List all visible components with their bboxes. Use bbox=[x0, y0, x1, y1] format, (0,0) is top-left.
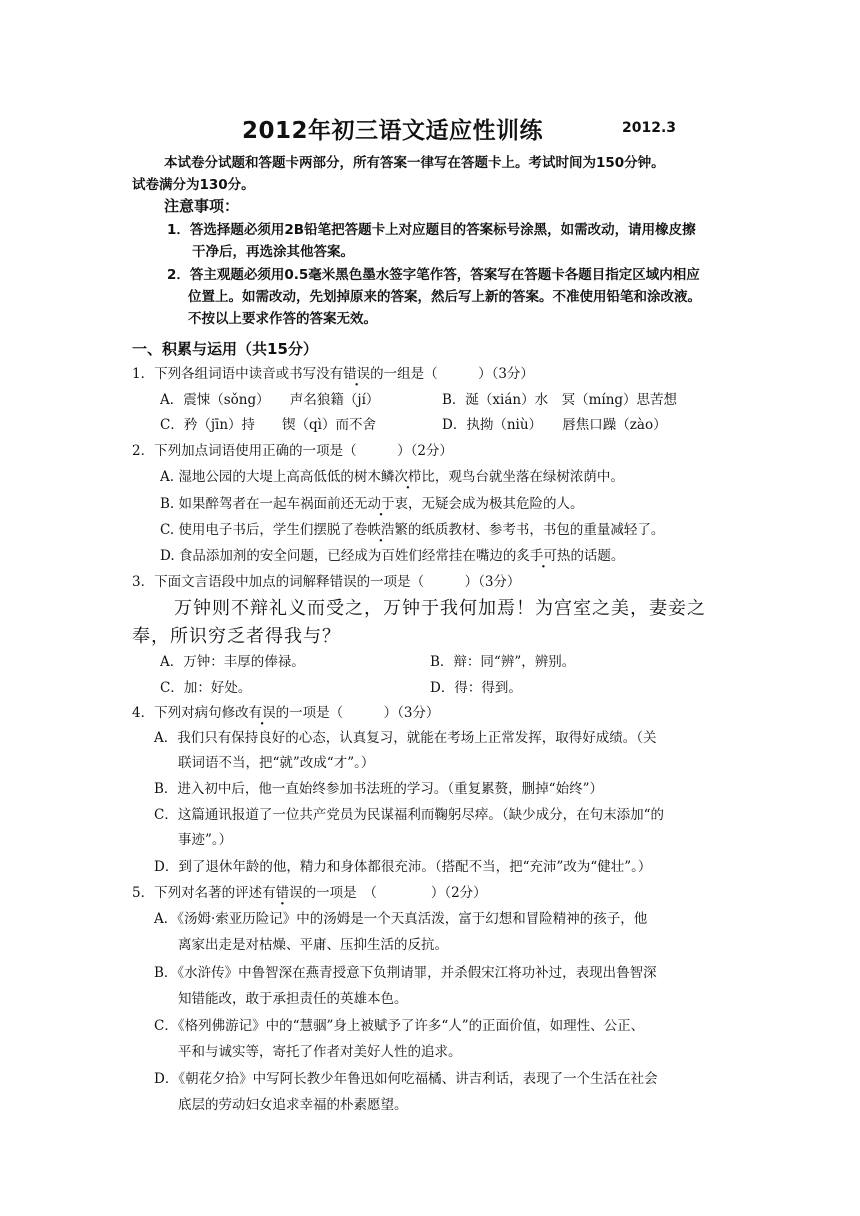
option-2c: C. 使用电子书后，学生们摆脱了卷帙浩繁的纸质教材、参考书，书包的重量减轻了。 bbox=[160, 518, 664, 538]
emphasis-dots: 有误 bbox=[248, 705, 276, 721]
question-3-stem: 3．下面文言语段中加点的词解释错误的一项是（ ）（3分） bbox=[132, 574, 521, 590]
emphasis-dots: 炙手可热 bbox=[516, 548, 571, 564]
option-2b: B. 如果醉驾者在一起车祸面前还无动于衷，无疑会成为极其危险的人。 bbox=[160, 492, 584, 512]
section-heading: 一、积累与运用（共15分） bbox=[132, 340, 318, 358]
option-1c: C．矜（jīn）持 锲（qì）而不舍 bbox=[160, 417, 376, 433]
option-1d: D．执拗（niù） 唇焦口躁（zào） bbox=[442, 417, 667, 433]
option-4b: B．进入初中后，他一直始终参加书法班的学习。（重复累赘，删掉“始终”） bbox=[154, 781, 603, 797]
emphasis-dots: 鳞次栉比 bbox=[380, 469, 435, 485]
option-5d: D．《朝花夕拾》中写阿长教少年鲁迅如何吃福橘、讲吉利话，表现了一个生活在社会 bbox=[154, 1071, 658, 1087]
notice-item-2: 2．答主观题必须用0.5毫米黑色墨水签字笔作答，答案写在答题卡各题目指定区域内相应 bbox=[167, 267, 700, 283]
question-4-stem: 4．下列对病句修改有误的一项是（ ）（3分） bbox=[132, 701, 439, 721]
option-4a: A．我们只有保持良好的心态，认真复习，就能在考场上正常发挥，取得好成绩。（关 bbox=[154, 730, 657, 746]
emphasis-dots: 有错误 bbox=[262, 885, 303, 901]
question-2-stem: 2．下列加点词语使用正确的一项是（ ）（2分） bbox=[132, 443, 453, 459]
emphasis-dots: 错误 bbox=[343, 366, 371, 382]
option-2d: D. 食品添加剂的安全问题，已经成为百姓们经常挂在嘴边的炙手可热的话题。 bbox=[160, 544, 624, 564]
option-3c: C．加：好处。 bbox=[160, 680, 252, 696]
question-1-stem: 1．下列各组词语中读音或书写没有错误的一组是（ ）（3分） bbox=[132, 362, 534, 382]
option-5c: C．《格列佛游记》中的“慧骃”身上被赋予了许多“人”的正面价值，如理性、公正、 bbox=[154, 1018, 645, 1034]
notice-item-2-cont2: 不按以上要求作答的答案无效。 bbox=[188, 311, 377, 327]
notice-heading: 注意事项： bbox=[164, 197, 240, 215]
emphasis-dots: 卷帙浩繁 bbox=[353, 522, 408, 538]
notice-item-1: 1．答选择题必须用2B铅笔把答题卡上对应题目的答案标号涂黑，如需改动，请用橡皮擦 bbox=[167, 222, 696, 238]
option-5b-cont: 知错能改，敢于承担责任的英雄本色。 bbox=[178, 991, 408, 1007]
classical-passage-line-1: 万钟则不辩礼义而受之，万钟于我何加焉！为宫室之美，妻妾之 bbox=[174, 598, 706, 619]
option-1a: A．震悚（sǒng） 声名狼籍（jí） bbox=[160, 392, 380, 408]
option-3d: D．得：得到。 bbox=[430, 680, 522, 696]
option-4d: D．到了退休年龄的他，精力和身体都很充沛。（搭配不当，把“充沛”改为“健壮”。） bbox=[154, 859, 652, 875]
notice-item-2-cont: 位置上。如需改动，先划掉原来的答案，然后写上新的答案。不准使用铅笔和涂改液。 bbox=[188, 289, 701, 305]
option-4c-cont: 事迹”。） bbox=[178, 832, 233, 848]
notice-item-1-cont: 干净后，再选涂其他答案。 bbox=[192, 244, 354, 260]
option-1b: B．涎（xián）水 冥（míng）思苦想 bbox=[442, 392, 678, 408]
question-5-stem: 5．下列对名著的评述有错误的一项是 （ ）（2分） bbox=[132, 881, 487, 901]
option-5c-cont: 平和与诚实等，寄托了作者对美好人性的追求。 bbox=[178, 1044, 462, 1060]
option-3a: A．万钟：丰厚的俸禄。 bbox=[160, 654, 305, 670]
option-5a: A．《汤姆·索亚历险记》中的汤姆是一个天真活泼，富于幻想和冒险精神的孩子，他 bbox=[154, 911, 648, 927]
intro-line-2: 试卷满分为130分。 bbox=[132, 177, 255, 193]
intro-line-1: 本试卷分试题和答题卡两部分，所有答案一律写在答题卡上。考试时间为150分钟。 bbox=[164, 155, 665, 171]
option-5d-cont: 底层的劳动妇女追求幸福的朴素愿望。 bbox=[178, 1097, 408, 1113]
option-4a-cont: 联词语不当，把“就”改成“才”。） bbox=[178, 755, 375, 771]
option-5a-cont: 离家出走是对枯燥、平庸、压抑生活的反抗。 bbox=[178, 937, 448, 953]
option-3b: B．辩：同“辨”，辨别。 bbox=[430, 654, 576, 670]
page-title: 2012年初三语文适应性训练 bbox=[242, 118, 544, 144]
emphasis-dots: 无动于衷 bbox=[354, 496, 409, 512]
option-4c: C．这篇通讯报道了一位共产党员为民谋福利而鞠躬尽瘁。（缺少成分，在句末添加“的 bbox=[154, 807, 664, 823]
option-5b: B．《水浒传》中鲁智深在燕青授意下负荆请罪，并杀假宋江将功补过，表现出鲁智深 bbox=[154, 965, 657, 981]
classical-passage-line-2: 奉，所识穷乏者得我与？ bbox=[132, 626, 341, 647]
exam-date: 2012.3 bbox=[622, 120, 677, 136]
option-2a: A. 湿地公园的大堤上高高低低的树木鳞次栉比，观鸟台就坐落在绿树浓荫中。 bbox=[160, 465, 624, 485]
